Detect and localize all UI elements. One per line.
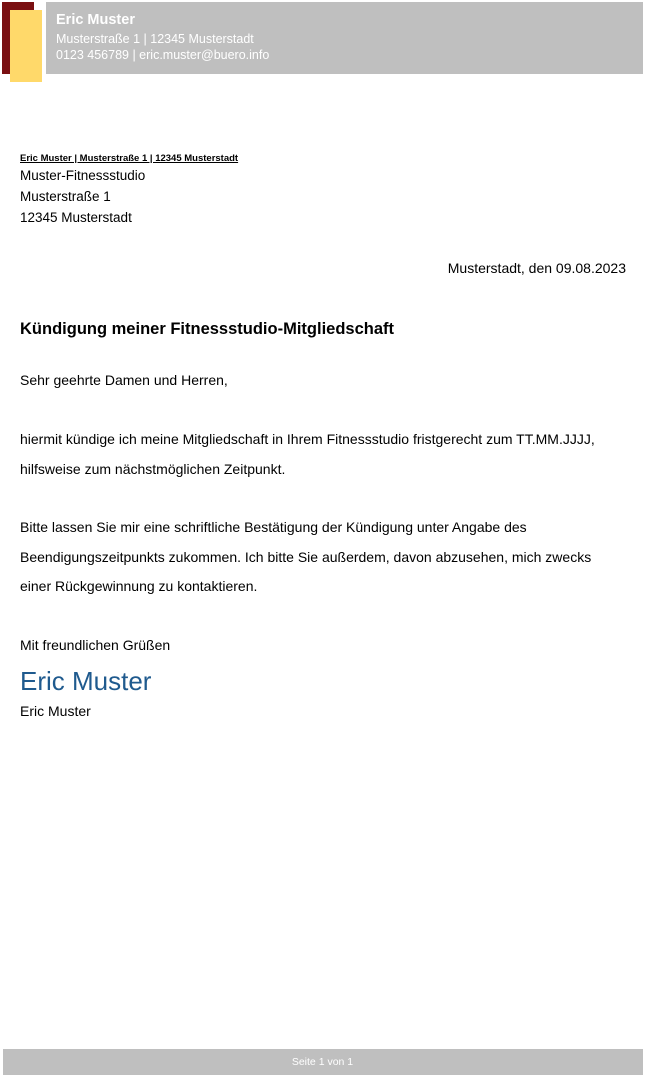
sender-return-line: Eric Muster | Musterstraße 1 | 12345 Musterstadt xyxy=(20,153,239,164)
body-paragraph-1: hiermit kündige ich meine Mitgliedschaft in Ihrem Fitnessstudio fristgerecht zum TT.MM.JJJJ, hilfsweise zum nächstmöglichen Zeitpunkt. xyxy=(20,431,595,477)
page-number: Seite 1 von 1 xyxy=(291,1056,354,1068)
recipient-street: Musterstraße 1 xyxy=(20,189,111,204)
body-paragraph-2: Bitte lassen Sie mir eine schriftliche Bestätigung der Kündigung unter Angabe des Beendigungszeitpunkts zukommen. Ich bitte Sie außerdem, davon abzusehen, mich zwecks einer Rückgewinnung zu kontaktieren. xyxy=(20,519,592,594)
date-line: Musterstadt, den 09.08.2023 xyxy=(447,260,626,276)
signer-name: Eric Muster xyxy=(20,703,91,719)
recipient-city: 12345 Musterstadt xyxy=(20,210,132,225)
salutation: Sehr geehrte Damen und Herren, xyxy=(20,372,228,388)
header-contact: 0123 456789 | eric.muster@buero.info xyxy=(56,48,270,62)
header-name: Eric Muster xyxy=(56,12,135,28)
recipient-name: Muster-Fitnessstudio xyxy=(20,168,146,183)
subject-line: Kündigung meiner Fitnessstudio-Mitgliedschaft xyxy=(20,320,395,338)
header-address: Musterstraße 1 | 12345 Musterstadt xyxy=(56,32,254,46)
closing: Mit freundlichen Grüßen xyxy=(20,637,171,653)
header-accent-light xyxy=(10,10,42,82)
signature: Eric Muster xyxy=(20,666,152,696)
